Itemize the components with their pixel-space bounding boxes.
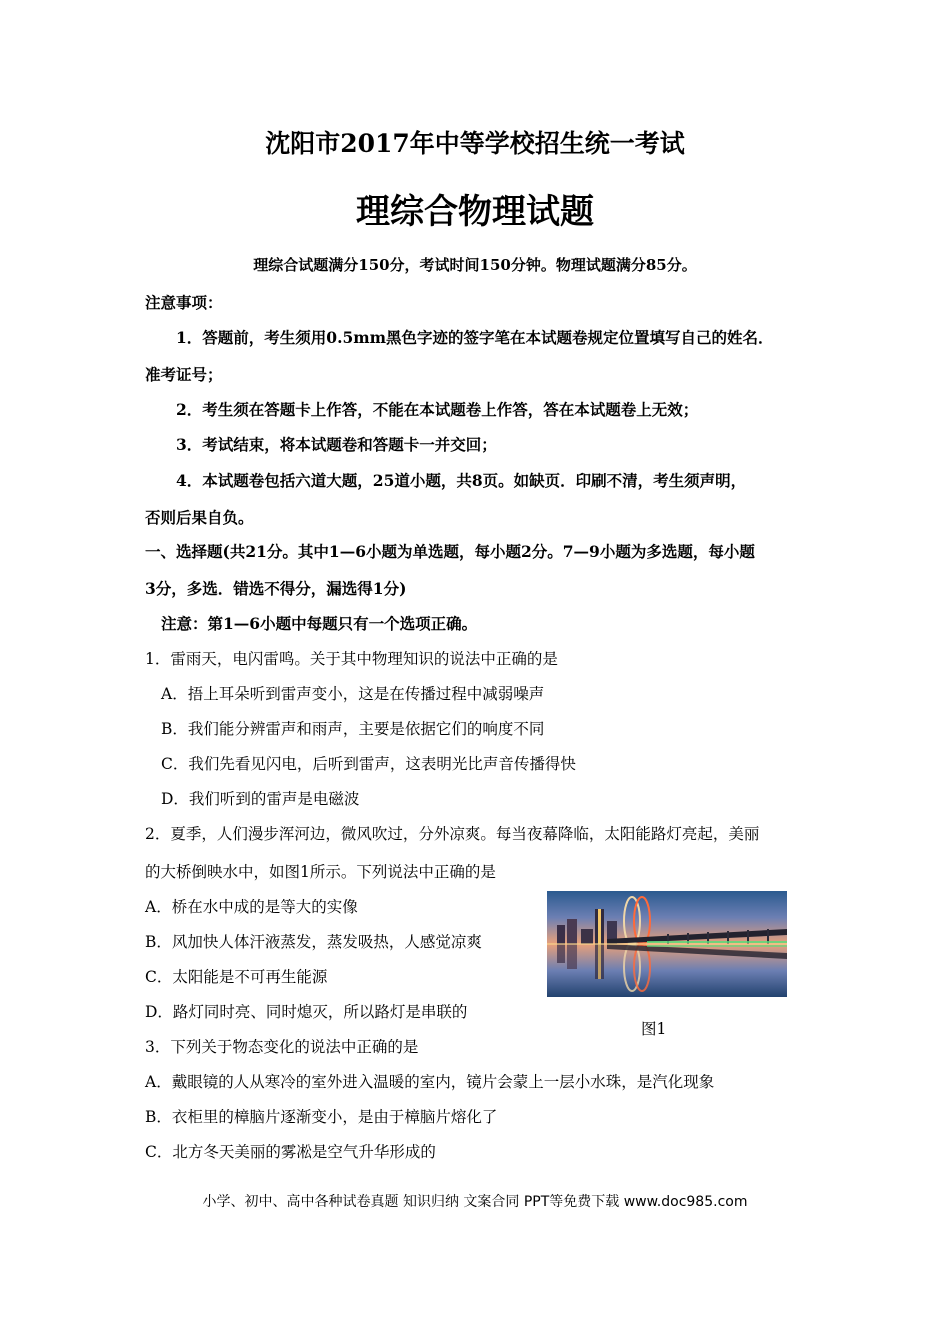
q1-stem: 1．雷雨天，电闪雷鸣。关于其中物理知识的说法中正确的是: [145, 650, 558, 668]
paper-title: 理综合物理试题: [356, 192, 594, 232]
q2-stem: 2．夏季，人们漫步浑河边，微风吹过，分外凉爽。每当夜幕降临，太阳能路灯亮起，美丽: [145, 825, 760, 843]
section-heading: 一、选择题(共21分。其中1—6小题为单选题，每小题2分。7—9小题为多选题，每小题: [145, 542, 755, 561]
q2-option-a: A．桥在水中成的是等大的实像: [145, 898, 358, 916]
q3-option-a: A．戴眼镜的人从寒冷的室外进入温暖的室内，镜片会蒙上一层小水珠，是汽化现象: [145, 1073, 715, 1091]
notes-item-2: 2．考生须在答题卡上作答，不能在本试题卷上作答，答在本试题卷上无效；: [176, 400, 699, 419]
q2-stem-cont: 的大桥倒映水中，如图1所示。下列说法中正确的是: [145, 863, 496, 881]
notes-item-1-cont: 准考证号；: [145, 365, 223, 384]
q3-option-c: C．北方冬天美丽的雾凇是空气升华形成的: [145, 1143, 436, 1161]
bridge-photo: [547, 891, 787, 997]
footer-text: 小学、初中、高中各种试卷真题 知识归纳 文案合同 PPT等免费下载 www.doc985.com: [202, 1194, 748, 1210]
q2-option-d: D．路灯同时亮、同时熄灭，所以路灯是串联的: [145, 1003, 468, 1021]
notes-heading: 注意事项：: [145, 293, 223, 312]
q1-option-d: D．我们听到的雷声是电磁波: [161, 790, 360, 808]
figure-caption: 图1: [641, 1020, 667, 1038]
notes-item-1: 1．答题前，考生须用0.5mm黑色字迹的签字笔在本试题卷规定位置填写自己的姓名．: [176, 328, 774, 347]
q1-option-b: B．我们能分辨雷声和雨声，主要是依据它们的响度不同: [161, 720, 545, 738]
notes-item-4-cont: 否则后果自负。: [145, 508, 254, 527]
q2-option-c: C．太阳能是不可再生能源: [145, 968, 328, 986]
notes-item-3: 3．考试结束，将本试题卷和答题卡一并交回；: [176, 435, 497, 454]
q3-option-b: B．衣柜里的樟脑片逐渐变小，是由于樟脑片熔化了: [145, 1108, 498, 1126]
section-heading-cont: 3分，多选．错选不得分，漏选得1分): [145, 579, 407, 598]
exam-title: 沈阳市2017年中等学校招生统一考试: [265, 129, 685, 158]
notes-item-4: 4．本试题卷包括六道大题，25道小题，共8页。如缺页．印刷不清，考生须声明，: [176, 471, 747, 490]
q2-option-b: B．风加快人体汗液蒸发，蒸发吸热，人感觉凉爽: [145, 933, 482, 951]
q3-stem: 3．下列关于物态变化的说法中正确的是: [145, 1038, 419, 1056]
score-info: 理综合试题满分150分，考试时间150分钟。物理试题满分85分。: [253, 256, 697, 274]
section-note: 注意：第1—6小题中每题只有一个选项正确。: [161, 614, 478, 633]
q1-option-a: A．捂上耳朵听到雷声变小，这是在传播过程中减弱噪声: [161, 685, 545, 703]
q1-option-c: C．我们先看见闪电，后听到雷声，这表明光比声音传播得快: [161, 755, 576, 773]
